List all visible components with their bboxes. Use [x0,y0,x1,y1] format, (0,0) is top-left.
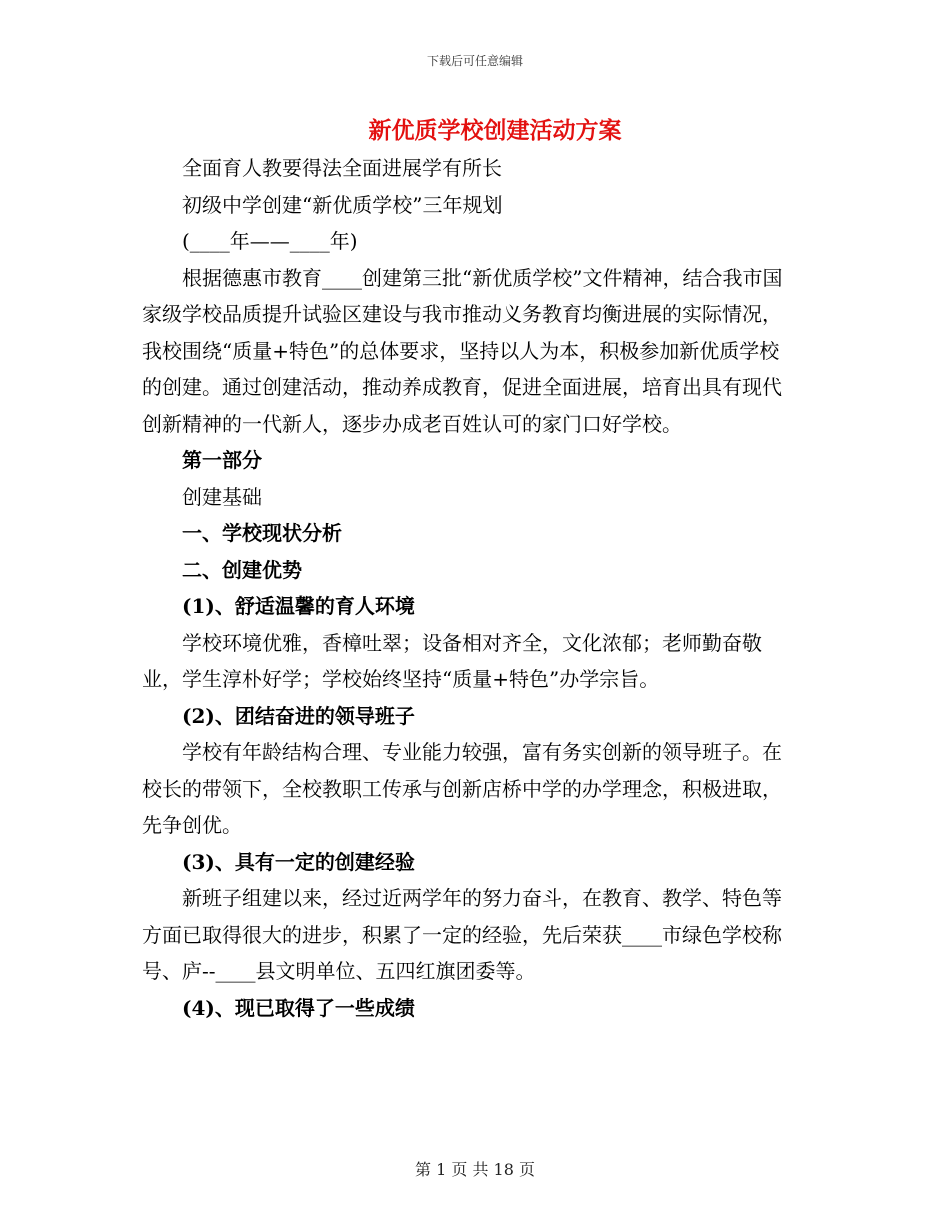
item-heading-1: (1)、舒适温馨的育人环境 [182,594,415,618]
section-subheading-basis: 创建基础 [182,484,262,509]
item-body-3: 新班子组建以来，经过近两学年的努力奋斗，在教育、教学、特色等方面已取得很大的进步，积累了一定的经验，先后荣获____市绿色学校称号、庐--____县文明单位、五四红旗团委等。 [142,886,782,983]
paragraph-year-range: (____年——____年) [182,229,358,253]
page-number: 第 1 页 共 18 页 [415,1160,535,1179]
heading-advantages: 二、创建优势 [182,557,302,582]
paragraph-slogan: 全面育人教要得法全面进展学有所长 [182,156,502,180]
paragraph-intro: 根据德惠市教育____创建第三批“新优质学校”文件精神，结合我市国家级学校品质提升试验区建设与我市推动义务教育均衡进展的实际情况，我校围绕“质量+特色”的总体要求，坚持以人为本，积极参加新优质学校的创建。通过创建活动，推动养成教育，促进全面进展，培育出具有现代创新精神的一代新人，逐步办成老百姓认可的家门口好学校。 [142,265,783,436]
document-title: 新优质学校创建活动方案 [368,117,622,144]
item-heading-2: (2)、团结奋进的领导班子 [182,703,415,728]
item-heading-4: (4)、现已取得了一些成绩 [182,995,415,1020]
header-note: 下载后可任意编辑 [426,54,523,68]
document-body [142,150,797,1026]
heading-school-status: 一、学校现状分析 [182,521,342,545]
item-heading-3: (3)、具有一定的创建经验 [182,849,415,874]
section-heading-part-one: 第一部分 [182,448,262,472]
item-body-1: 学校环境优雅，香樟吐翠；设备相对齐全，文化浓郁；老师勤奋敬业，学生淳朴好学；学校始终坚持“质量+特色”办学宗旨。 [142,630,762,691]
paragraph-plan-name: 初级中学创建“新优质学校”三年规划 [182,192,503,217]
item-body-2: 学校有年龄结构合理、专业能力较强，富有务实创新的领导班子。在校长的带领下，全校教职工传承与创新店桥中学的办学理念，积极进取，先争创优。 [142,740,782,837]
